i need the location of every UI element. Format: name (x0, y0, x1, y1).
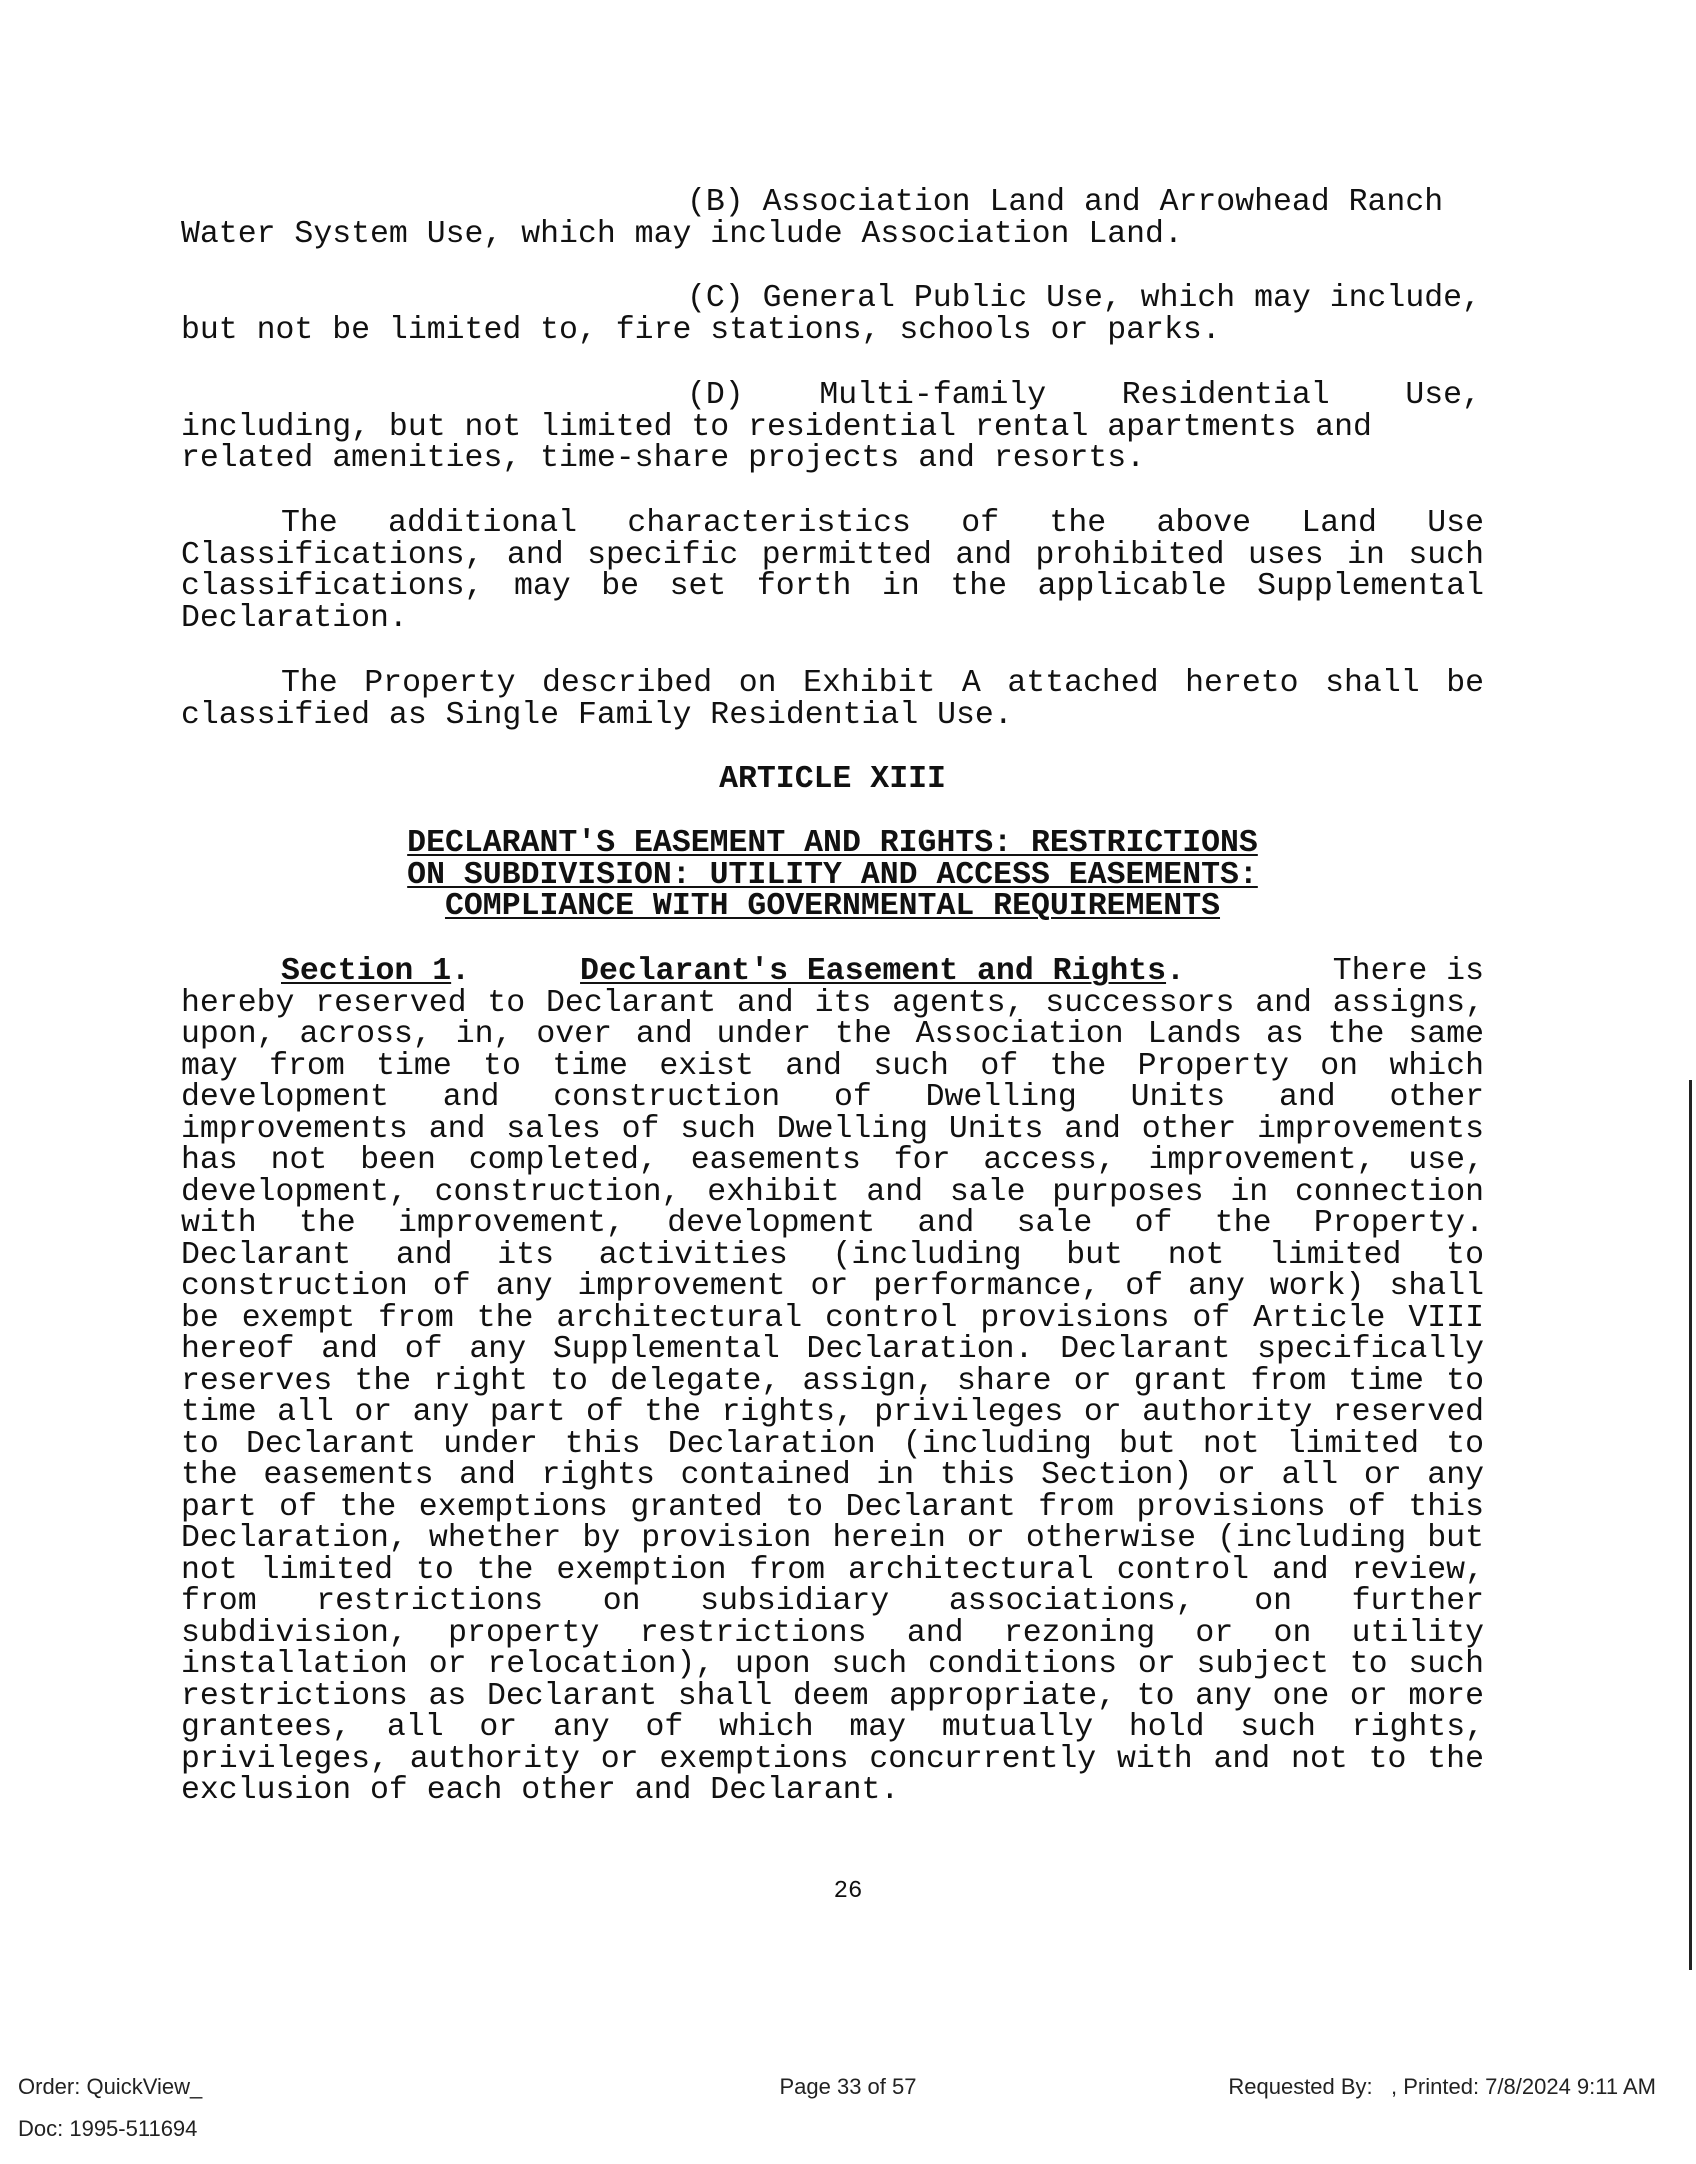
paragraph-c-continuation: but not be limited to, fire stations, schools or parks. (181, 312, 1221, 348)
paragraph-b-continuation: Water System Use, which may include Association Land. (181, 216, 1183, 252)
section-1 (181, 956, 1484, 1807)
page-number: 26 (833, 1878, 863, 1905)
paragraph-b (181, 187, 1484, 250)
paragraph-characteristics: The additional characteristics of the above Land Use Classifications, and specific permitted and prohibited uses in such classifications, may be set forth in the applicable Supplemental Declaration. (181, 506, 1484, 636)
footer-page: Page 33 of 57 (779, 2074, 917, 2099)
paragraph-property: The Property described on Exhibit A attached hereto shall be classified as Single Family Residential Use. (181, 666, 1484, 733)
scan-edge-line (1689, 1080, 1692, 1970)
footer-order: Order: QuickView_ (18, 2074, 203, 2099)
section-1-body: hereby reserved to Declarant and its agents, successors and assigns, upon, across, in, over and under the Association Lands as the same may from time to time exist and such of the Property on which development and construction of Dwelling Units and other improvements and sales of such Dwelling Units and other improvements has not been completed, easements for access, improvement, use, development, construction, exhibit and sale purposes in connection with the improvement, development and sale of the Property. Declarant and its activities (including but not limited to construction of any improvement or performance, of any work) shall be exempt from the architectural control provisions of Article VIII hereof and of any Supplemental Declaration. Declarant specifically reserves the right to delegate, assign, share or grant from time to time all or any part of the rights, privileges or authority reserved to Declarant under this Declaration (including but not limited to the easements and rights contained in this Section) or all or any part of the exemptions granted to Declarant from provisions of this Declaration, whether by provision herein or otherwise (including but not limited to the exemption from architectural control and review, from restrictions on subsidiary associations, on further subdivision, property restrictions and rezoning or on utility installation or relocation), upon such conditions or subject to such restrictions as Declarant shall deem appropriate, to any one or more grantees, all or any of which may mutually hold such rights, privileges, authority or exemptions concurrently with and not to the exclusion of each other and Declarant. (181, 985, 1484, 1808)
article-subtitle-line2: ON SUBDIVISION: UTILITY AND ACCESS EASEMENTS: (407, 857, 1258, 893)
footer-doc: Doc: 1995-511694 (18, 2116, 198, 2141)
article-title: ARTICLE XIII (719, 762, 946, 797)
paragraph-c-label: (C) General Public Use, which may include, (687, 281, 1481, 316)
paragraph-d-line2: including, but not limited to residential rental apartments and (181, 409, 1372, 445)
article-subtitle (181, 828, 1484, 923)
article-subtitle-line1: DECLARANT'S EASEMENT AND RIGHTS: RESTRICTIONS (407, 826, 1258, 861)
section-1-number: Section 1 (281, 954, 452, 989)
paragraph-c (181, 283, 1484, 346)
footer-requested: Requested By: , Printed: 7/8/2024 9:11 AM (1228, 2074, 1656, 2099)
paragraph-d-label: (D) Multi-family Residential Use, (687, 378, 1481, 413)
paragraph-d (181, 380, 1484, 475)
section-1-heading-line: Section 1. Declarant's Easement and Rights. There is (281, 954, 1484, 989)
section-1-body-lead: There is (1332, 954, 1484, 989)
article-subtitle-line3: COMPLIANCE WITH GOVERNMENTAL REQUIREMENTS (444, 889, 1221, 924)
paragraph-d-line3: related amenities, time-share projects and resorts. (181, 441, 1146, 476)
paragraph-b-label: (B) Association Land and Arrowhead Ranch (687, 185, 1444, 220)
section-1-title: Declarant's Easement and Rights (580, 954, 1167, 989)
